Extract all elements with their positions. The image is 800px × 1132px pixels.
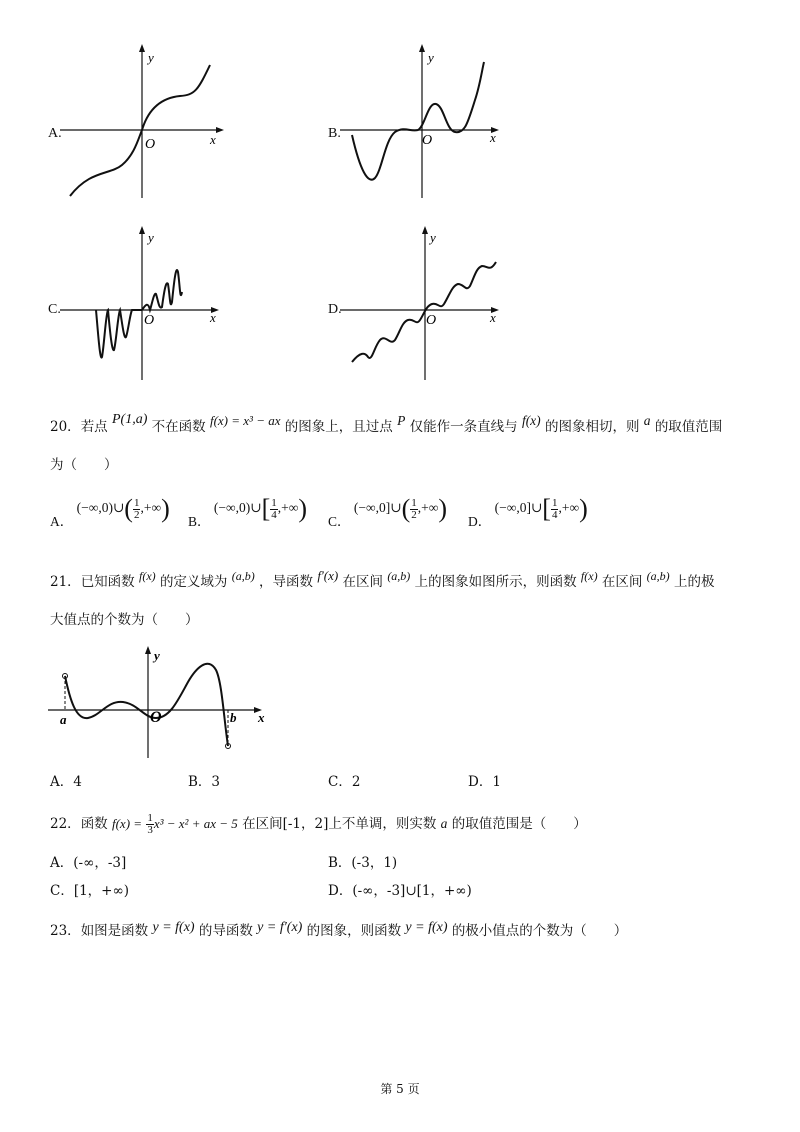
option-d-label: D. [328,302,342,317]
svg-text:O: O [426,313,437,328]
q21-axis-x: x [258,710,265,725]
q20-option-d[interactable]: D． (−∞,0]∪[ $\frac{1}{4}$ ,+∞) [468,494,588,530]
option-a-label: A. [48,126,62,141]
q21-origin: O [150,709,162,726]
axis-x-label: x [210,132,216,147]
q21-option-c[interactable]: C．2 [328,774,361,790]
svg-text:y: y [148,230,154,245]
graph-option-a [60,40,230,200]
svg-text:O: O [144,313,155,328]
question-20-cont: 为（ ） [50,457,118,473]
q22-option-d[interactable]: D．(-∞，-3]∪[1，+∞) [328,883,472,899]
svg-text:x: x [490,310,496,325]
q20-option-b[interactable]: B． (−∞,0)∪[ $\frac{1}{4}$ ,+∞) [188,494,308,530]
axis-y-label: y [148,50,154,65]
q20-option-a[interactable]: A． (−∞,0)∪( $\frac{1}{2}$ ,+∞) [50,494,170,530]
q22-option-c[interactable]: C．[1，+∞) [50,883,130,899]
q21-b-label: b [230,710,237,725]
question-20: 20．若点 P(1,a) 不在函数 f(x) = x³ − ax 的图象上，且过点 P 仅能作一条直线与 f(x) 的图象相切，则 a 的取值范围 [50,412,723,435]
q21-option-a[interactable]: A．4 [50,774,82,790]
origin-label: O [145,137,156,152]
q21-derivative-graph [48,640,278,760]
question-21-cont: 大值点的个数为（ ） [50,612,199,628]
q21-axis-y: y [154,648,160,663]
svg-text:x: x [490,130,496,145]
option-c-label: C. [48,302,61,317]
graph-option-c [60,222,230,382]
svg-text:y: y [430,230,436,245]
page-number: 第 5 页 [380,1082,420,1096]
question-23: 23．如图是函数 y = f(x) 的导函数 y = f′(x) 的图象，则函数 y = f(x) 的极小值点的个数为（ ） [50,920,628,939]
svg-text:x: x [210,310,216,325]
q21-a-label: a [60,712,67,727]
q21-option-d[interactable]: D．1 [468,774,501,790]
q20-option-c[interactable]: C． (−∞,0]∪( $\frac{1}{2}$ ,+∞) [328,494,448,530]
svg-text:y: y [428,50,434,65]
graph-option-d [340,222,510,382]
question-22: 22．函数 f(x) = $\frac{1}{3}$ x³ − x² + ax − 5 在区间[-1，2]上不单调，则实数 a 的取值范围是（ ） [50,812,587,836]
q22-option-b[interactable]: B．(-3，1) [328,855,398,871]
svg-text:O: O [422,133,433,148]
q22-option-a[interactable]: A．(-∞，-3] [50,855,127,871]
option-b-label: B. [328,126,341,141]
question-21: 21．已知函数 f(x) 的定义域为 (a,b) ，导函数 f′(x) 在区间 (a,b) 上的图象如图所示，则函数 f(x) 在区间 (a,b) 上的极 [50,568,715,590]
graph-option-b [340,40,510,200]
q21-option-b[interactable]: B．3 [188,774,221,790]
